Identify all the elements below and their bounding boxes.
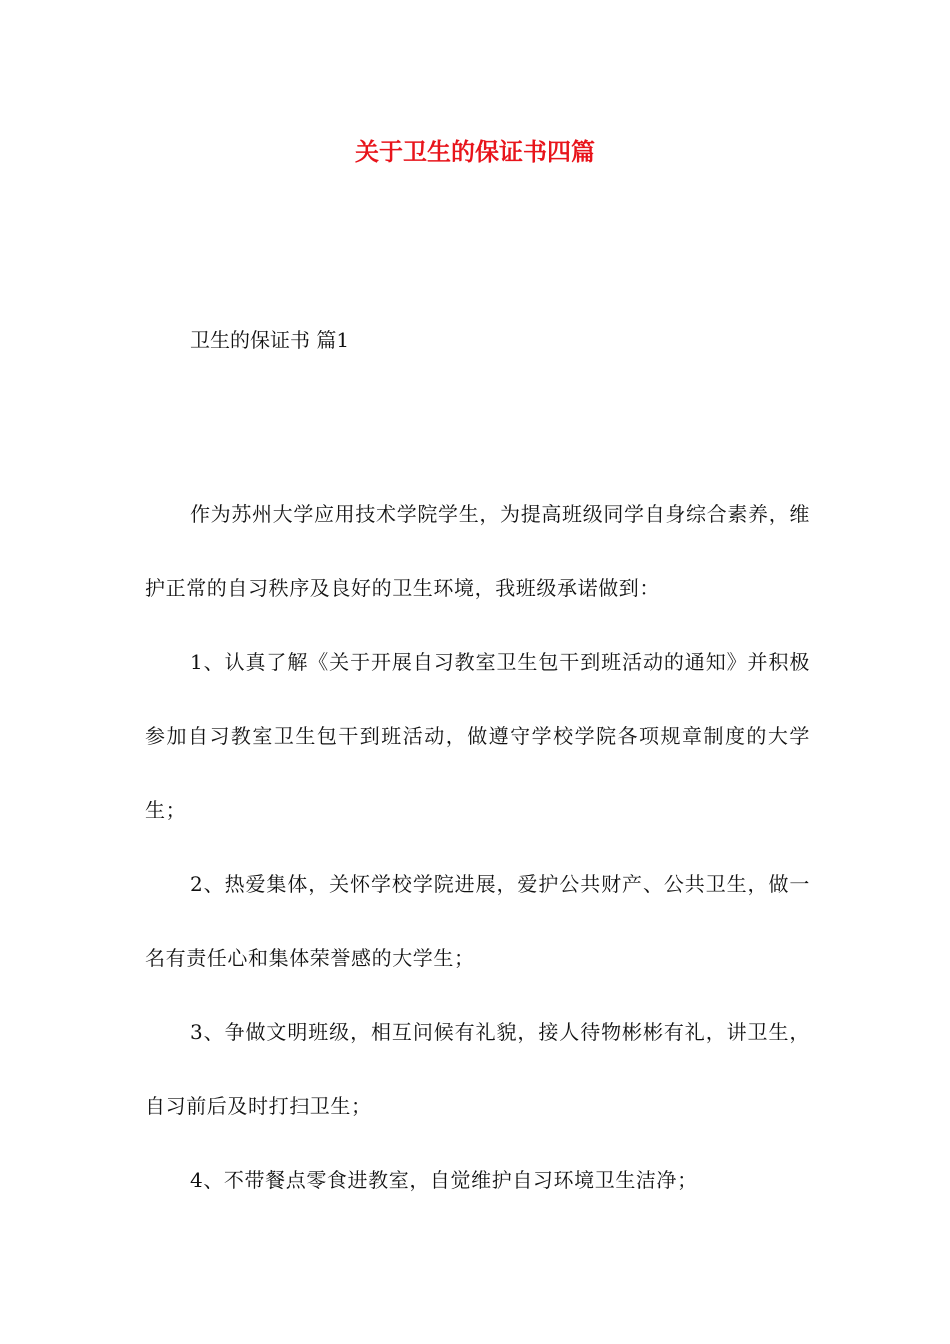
document-body <box>145 477 810 1217</box>
paragraph-item-3: 3、争做文明班级，相互问候有礼貌，接人待物彬彬有礼，讲卫生，自习前后及时打扫卫生； <box>145 1020 810 1118</box>
paragraph-item-2: 2、热爱集体，关怀学校学院进展，爱护公共财产、公共卫生，做一名有责任心和集体荣誉感的大学生； <box>145 872 810 970</box>
paragraph-item-1: 1、认真了解《关于开展自习教室卫生包干到班活动的通知》并积极参加自习教室卫生包干到班活动，做遵守学校学院各项规章制度的大学生； <box>145 650 810 822</box>
document-title: 关于卫生的保证书四篇 <box>355 137 595 166</box>
paragraph-intro: 作为苏州大学应用技术学院学生，为提高班级同学自身综合素养，维护正常的自习秩序及良好的卫生环境，我班级承诺做到： <box>145 502 810 600</box>
paragraph-item-4: 4、不带餐点零食进教室，自觉维护自习环境卫生洁净； <box>190 1168 698 1192</box>
section-heading: 卫生的保证书 篇1 <box>190 328 350 352</box>
